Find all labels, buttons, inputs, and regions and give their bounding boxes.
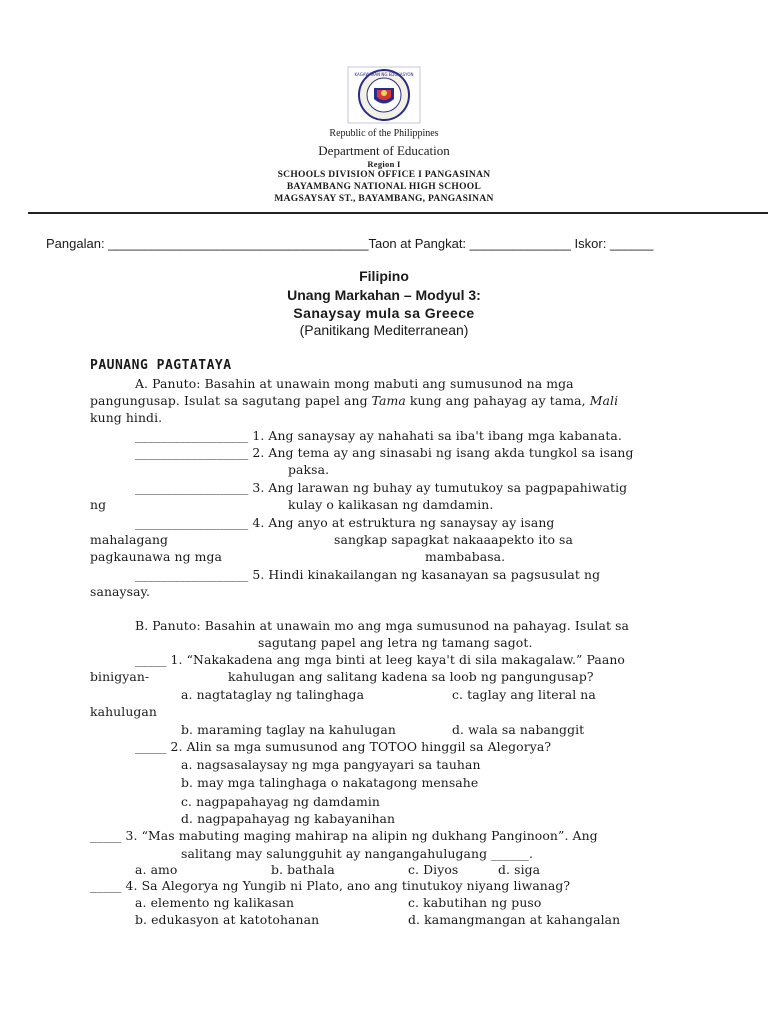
deped-seal-icon (346, 66, 422, 124)
tama-keyword: Tama (371, 393, 406, 408)
module-title: Unang Markahan – Modyul 3: (287, 287, 481, 303)
part-b-item-1-option-c-cont: kahulugan (90, 704, 157, 719)
school-line: BAYAMBANG NATIONAL HIGH SCHOOL (286, 182, 482, 192)
part-a-item-4-pag: pagkaunawa ng mga (90, 549, 223, 564)
part-b-item-4-option-b: b. edukasyon at katotohanan (135, 912, 320, 927)
part-a-item-2-cont: paksa. (288, 462, 330, 477)
part-a-item-3-ng: ng (90, 497, 107, 512)
division-line: SCHOOLS DIVISION OFFICE I PANGASINAN (277, 170, 491, 180)
part-b-item-2-option-b: b. may mga talinghaga o nakatagong mensahe (181, 775, 479, 790)
part-b-item-1-option-d: d. wala sa nabanggit (452, 722, 585, 737)
pangalan-label: Pangalan: (46, 236, 105, 251)
subject-title: Filipino (359, 268, 409, 284)
part-b-item-4-option-d: d. kamangmangan at kahangalan (408, 912, 621, 927)
part-b-item-3-option-c: c. Diyos (408, 862, 459, 877)
part-a-item-3-cont: kulay o kalikasan ng damdamin. (288, 497, 494, 512)
address-line: MAGSAYSAY ST., BAYAMBANG, PANGASINAN (274, 194, 494, 204)
part-a-instruction-line2 (90, 393, 618, 408)
part-b-instruction-line2: sagutang papel ang letra ng tamang sagot. (258, 635, 533, 650)
part-b-item-2-option-d: d. nagpapahayag ng kabayanihan (181, 811, 396, 826)
name-field-row (46, 236, 653, 251)
part-b-item-4-option-a: a. elemento ng kalikasan (135, 895, 295, 910)
part-b-instruction-line1: B. Panuto: Basahin at unawain mo ang mga sumusunod na pahayag. Isulat sa (135, 618, 630, 633)
region-line: Region I (367, 159, 401, 169)
part-b-item-3-option-d: d. siga (498, 862, 541, 877)
subtitle: (Panitikang Mediterranean) (299, 322, 469, 338)
section-heading: PAUNANG PAGTATAYA (90, 358, 232, 373)
part-b-item-1-option-c: c. taglay ang literal na (452, 687, 596, 702)
part-a-item-1: __________________ 1. Ang sanaysay ay nahahati sa iba't ibang mga kabanata. (135, 428, 622, 443)
iskor-label: Iskor: (574, 236, 607, 251)
part-a-instruction-line1: A. Panuto: Basahin at unawain mong mabuti ang sumusunod na mga (135, 376, 574, 391)
header-divider (28, 212, 768, 214)
part-b-item-2-option-a: a. nagsasalaysay ng mga pangyayari sa tauhan (181, 757, 481, 772)
topic-title: Sanaysay mula sa Greece (293, 305, 475, 321)
part-b-item-2-option-c: c. nagpapahayag ng damdamin (181, 794, 381, 809)
part-a-item-4-mahalagang: mahalagang (90, 532, 169, 547)
part-b-item-1-cont: kahulugan ang salitang kadena sa loob ng pangungusap? (228, 669, 594, 684)
svg-text:KAGAWARAN NG EDUKASYON: KAGAWARAN NG EDUKASYON (354, 72, 414, 77)
part-a-item-4-cont2: mambabasa. (425, 549, 506, 564)
part-a-item-4: __________________ 4. Ang anyo at estruktura ng sanaysay ay isang (135, 515, 555, 530)
instruction-text: pangungusap. Isulat sa sagutang papel ang (90, 393, 372, 408)
part-a-item-5-cont: sanaysay. (90, 584, 151, 599)
iskor-blank[interactable]: ______ (609, 236, 654, 251)
part-b-item-3-option-b: b. bathala (271, 862, 335, 877)
part-a-item-5: __________________ 5. Hindi kinakailangan ng kasanayan sa pagsusulat ng (135, 567, 601, 582)
part-a-item-3: __________________ 3. Ang larawan ng buhay ay tumutukoy sa pagpapahiwatig (135, 480, 628, 495)
part-b-item-3-cont: salitang may salungguhit ay nangangahulugang ______. (181, 846, 534, 861)
part-b-item-4: _____ 4. Sa Alegorya ng Yungib ni Plato, ano ang tinutukoy niyang liwanag? (90, 878, 571, 893)
department-line: Department of Education (318, 143, 450, 158)
taon-label: Taon at Pangkat: (368, 236, 467, 251)
part-b-item-1-option-a: a. nagtataglay ng talinghaga (181, 687, 365, 702)
part-b-item-1-option-b: b. maraming taglay na kahulugan (181, 722, 396, 737)
part-a-item-4-cont: sangkap sapagkat nakaaapekto ito sa (334, 532, 574, 547)
republic-line: Republic of the Philippines (329, 128, 439, 139)
part-b-item-1-binigyan: binigyan- (90, 669, 150, 684)
pangalan-blank[interactable]: ____________________________________ (108, 236, 369, 251)
part-b-item-3: _____ 3. “Mas mabuting maging mahirap na alipin ng dukhang Panginoon”. Ang (90, 828, 598, 843)
part-b-item-2: _____ 2. Alin sa mga sumusunod ang TOTOO hinggil sa Alegorya? (135, 739, 552, 754)
instruction-text: kung ang pahayag ay tama, (405, 393, 590, 408)
part-a-instruction-line3: kung hindi. (90, 410, 163, 425)
mali-keyword: Mali (589, 393, 619, 408)
part-b-item-3-option-a: a. amo (135, 862, 178, 877)
part-b-item-1: _____ 1. “Nakakadena ang mga binti at leeg kaya't di sila makagalaw.” Paano (135, 652, 625, 667)
part-b-item-4-option-c: c. kabutihan ng puso (408, 895, 542, 910)
taon-blank[interactable]: ______________ (469, 236, 571, 251)
part-a-item-2: __________________ 2. Ang tema ay ang sinasabi ng isang akda tungkol sa isang (135, 445, 634, 460)
